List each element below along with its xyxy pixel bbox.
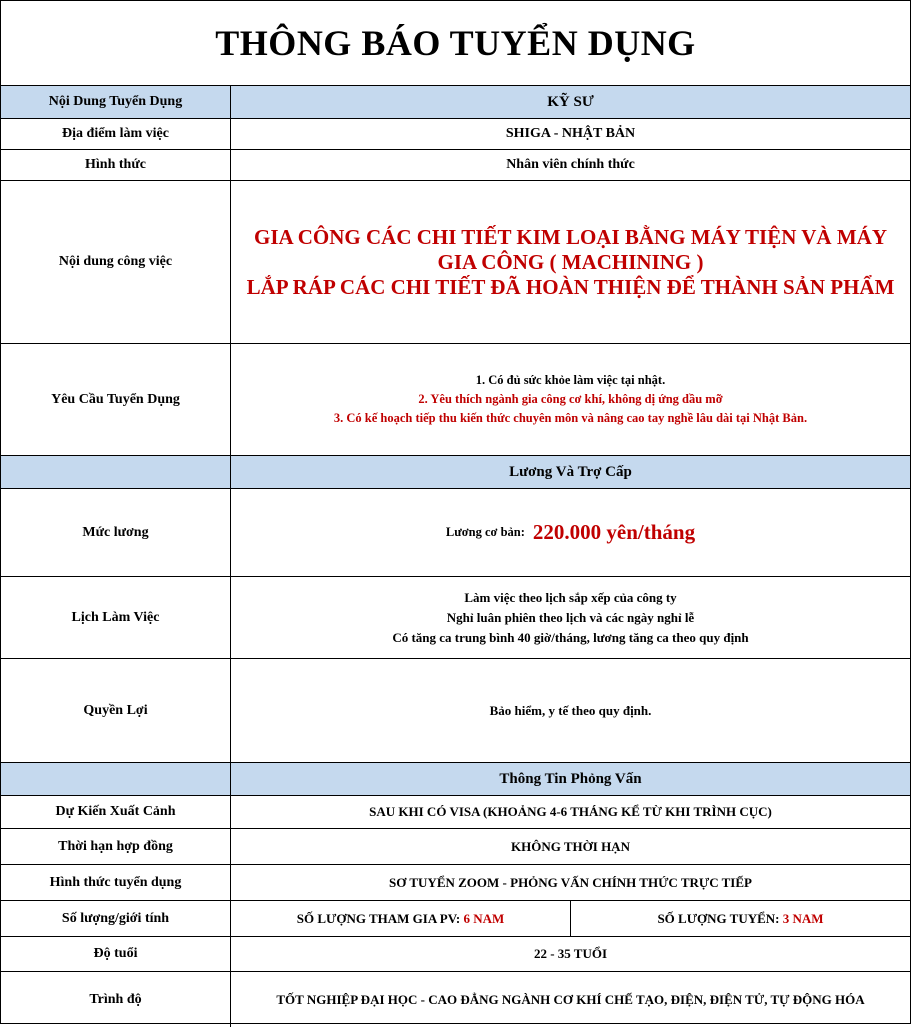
- employment-type-row: [1, 150, 910, 181]
- age-label: Độ tuổi: [1, 937, 231, 971]
- employment-type-label: Hình thức: [1, 150, 231, 180]
- header-row: [1, 86, 910, 119]
- job-content-label: Nội dung công việc: [1, 181, 231, 343]
- schedule-line-1: Làm việc theo lịch sắp xếp của công ty: [464, 589, 677, 605]
- header-label: Nội Dung Tuyển Dụng: [1, 86, 231, 118]
- education-value: TỐT NGHIỆP ĐẠI HỌC - CAO ĐẲNG NGÀNH CƠ KHÍ CHẾ TẠO, ĐIỆN, ĐIỆN TỬ, TỰ ĐỘNG HÓA: [276, 991, 865, 1007]
- departure-label: Dự Kiến Xuất Cảnh: [1, 796, 231, 828]
- location-label: Địa điểm làm việc: [1, 119, 231, 149]
- interview-quantity-cell: [231, 901, 571, 936]
- age-value: 22 - 35 TUỔI: [533, 946, 608, 961]
- hire-quantity-value: 3 NAM: [782, 910, 824, 926]
- salary-value-cell: [231, 489, 910, 576]
- departure-value: SAU KHI CÓ VISA (KHOẢNG 4-6 THÁNG KỂ TỪ KHI TRÌNH CỤC): [369, 804, 772, 819]
- requirement-item-1: 1. Có đủ sức khỏe làm việc tại nhật.: [475, 373, 666, 387]
- education-row: [1, 972, 910, 1027]
- benefits-row: [1, 659, 910, 763]
- age-row: [1, 937, 910, 972]
- job-content-row: [1, 181, 910, 344]
- contract-label: Thời hạn hợp đồng: [1, 829, 231, 864]
- schedule-line-3: Có tăng ca trung bình 40 giờ/tháng, lương tăng ca theo quy định: [392, 629, 749, 645]
- job-content-value: [231, 181, 910, 343]
- interview-section-title: Thông Tin Phỏng Vấn: [231, 763, 910, 795]
- quantity-row: [1, 901, 910, 937]
- interview-quantity-label: SỐ LƯỢNG THAM GIA PV:: [296, 910, 461, 926]
- salary-row: [1, 489, 910, 577]
- salary-section-spacer: [1, 456, 231, 488]
- hire-quantity-cell: [571, 901, 910, 936]
- interview-section-spacer: [1, 763, 231, 795]
- schedule-row: [1, 577, 910, 659]
- quantity-values: [231, 901, 910, 936]
- interview-quantity-value: 6 NAM: [463, 910, 505, 926]
- requirements-row: [1, 344, 910, 456]
- salary-amount: 220.000 yên/tháng: [532, 520, 696, 544]
- location-value: SHIGA - NHẬT BẢN: [505, 126, 636, 141]
- page-title: THÔNG BÁO TUYỂN DỤNG: [1, 1, 910, 86]
- quantity-label: Số lượng/giới tính: [1, 901, 231, 936]
- header-value: KỸ SƯ: [231, 86, 910, 118]
- requirements-label: Yêu Cầu Tuyển Dụng: [1, 344, 231, 455]
- salary-section-title: Lương Và Trợ Cấp: [231, 456, 910, 488]
- location-row: [1, 119, 910, 150]
- education-label: Trình độ: [1, 972, 231, 1027]
- recruit-form-row: [1, 865, 910, 901]
- requirements-value: [231, 344, 910, 455]
- job-content-line-2: LẮP RÁP CÁC CHI TIẾT ĐÃ HOÀN THIỆN ĐỂ THÀNH SẢN PHẨM: [246, 274, 895, 299]
- employment-type-value: Nhân viên chính thức: [506, 157, 635, 172]
- schedule-line-2: Nghỉ luân phiên theo lịch và các ngày nghỉ lễ: [446, 609, 695, 625]
- hire-quantity-label: SỐ LƯỢNG TUYỂN:: [657, 910, 780, 926]
- benefits-label: Quyền Lợi: [1, 659, 231, 762]
- requirement-item-3: 3. Có kế hoạch tiếp thu kiến thức chuyên môn và nâng cao tay nghề lâu dài tại Nhật Bản.: [333, 411, 808, 425]
- job-content-line-1: GIA CÔNG CÁC CHI TIẾT KIM LOẠI BẰNG MÁY TIỆN VÀ MÁY GIA CÔNG ( MACHINING ): [254, 224, 887, 274]
- contract-value: KHÔNG THỜI HẠN: [511, 838, 630, 854]
- requirement-item-2: 2. Yêu thích ngành gia công cơ khí, không dị ứng dầu mỡ: [418, 392, 723, 406]
- recruit-form-label: Hình thức tuyển dụng: [1, 865, 231, 900]
- salary-section-header: [1, 456, 910, 489]
- recruit-form-value: SƠ TUYỂN ZOOM - PHỎNG VẤN CHÍNH THỨC TRỰC TIẾP: [389, 874, 752, 890]
- salary-base-label: Lương cơ bản:: [445, 525, 525, 539]
- schedule-label: Lịch Làm Việc: [1, 577, 231, 658]
- benefits-value: Bảo hiểm, y tế theo quy định.: [489, 702, 652, 718]
- salary-label: Mức lương: [1, 489, 231, 576]
- interview-section-header: [1, 763, 910, 796]
- contract-row: [1, 829, 910, 865]
- schedule-value: [231, 577, 910, 658]
- departure-row: [1, 796, 910, 829]
